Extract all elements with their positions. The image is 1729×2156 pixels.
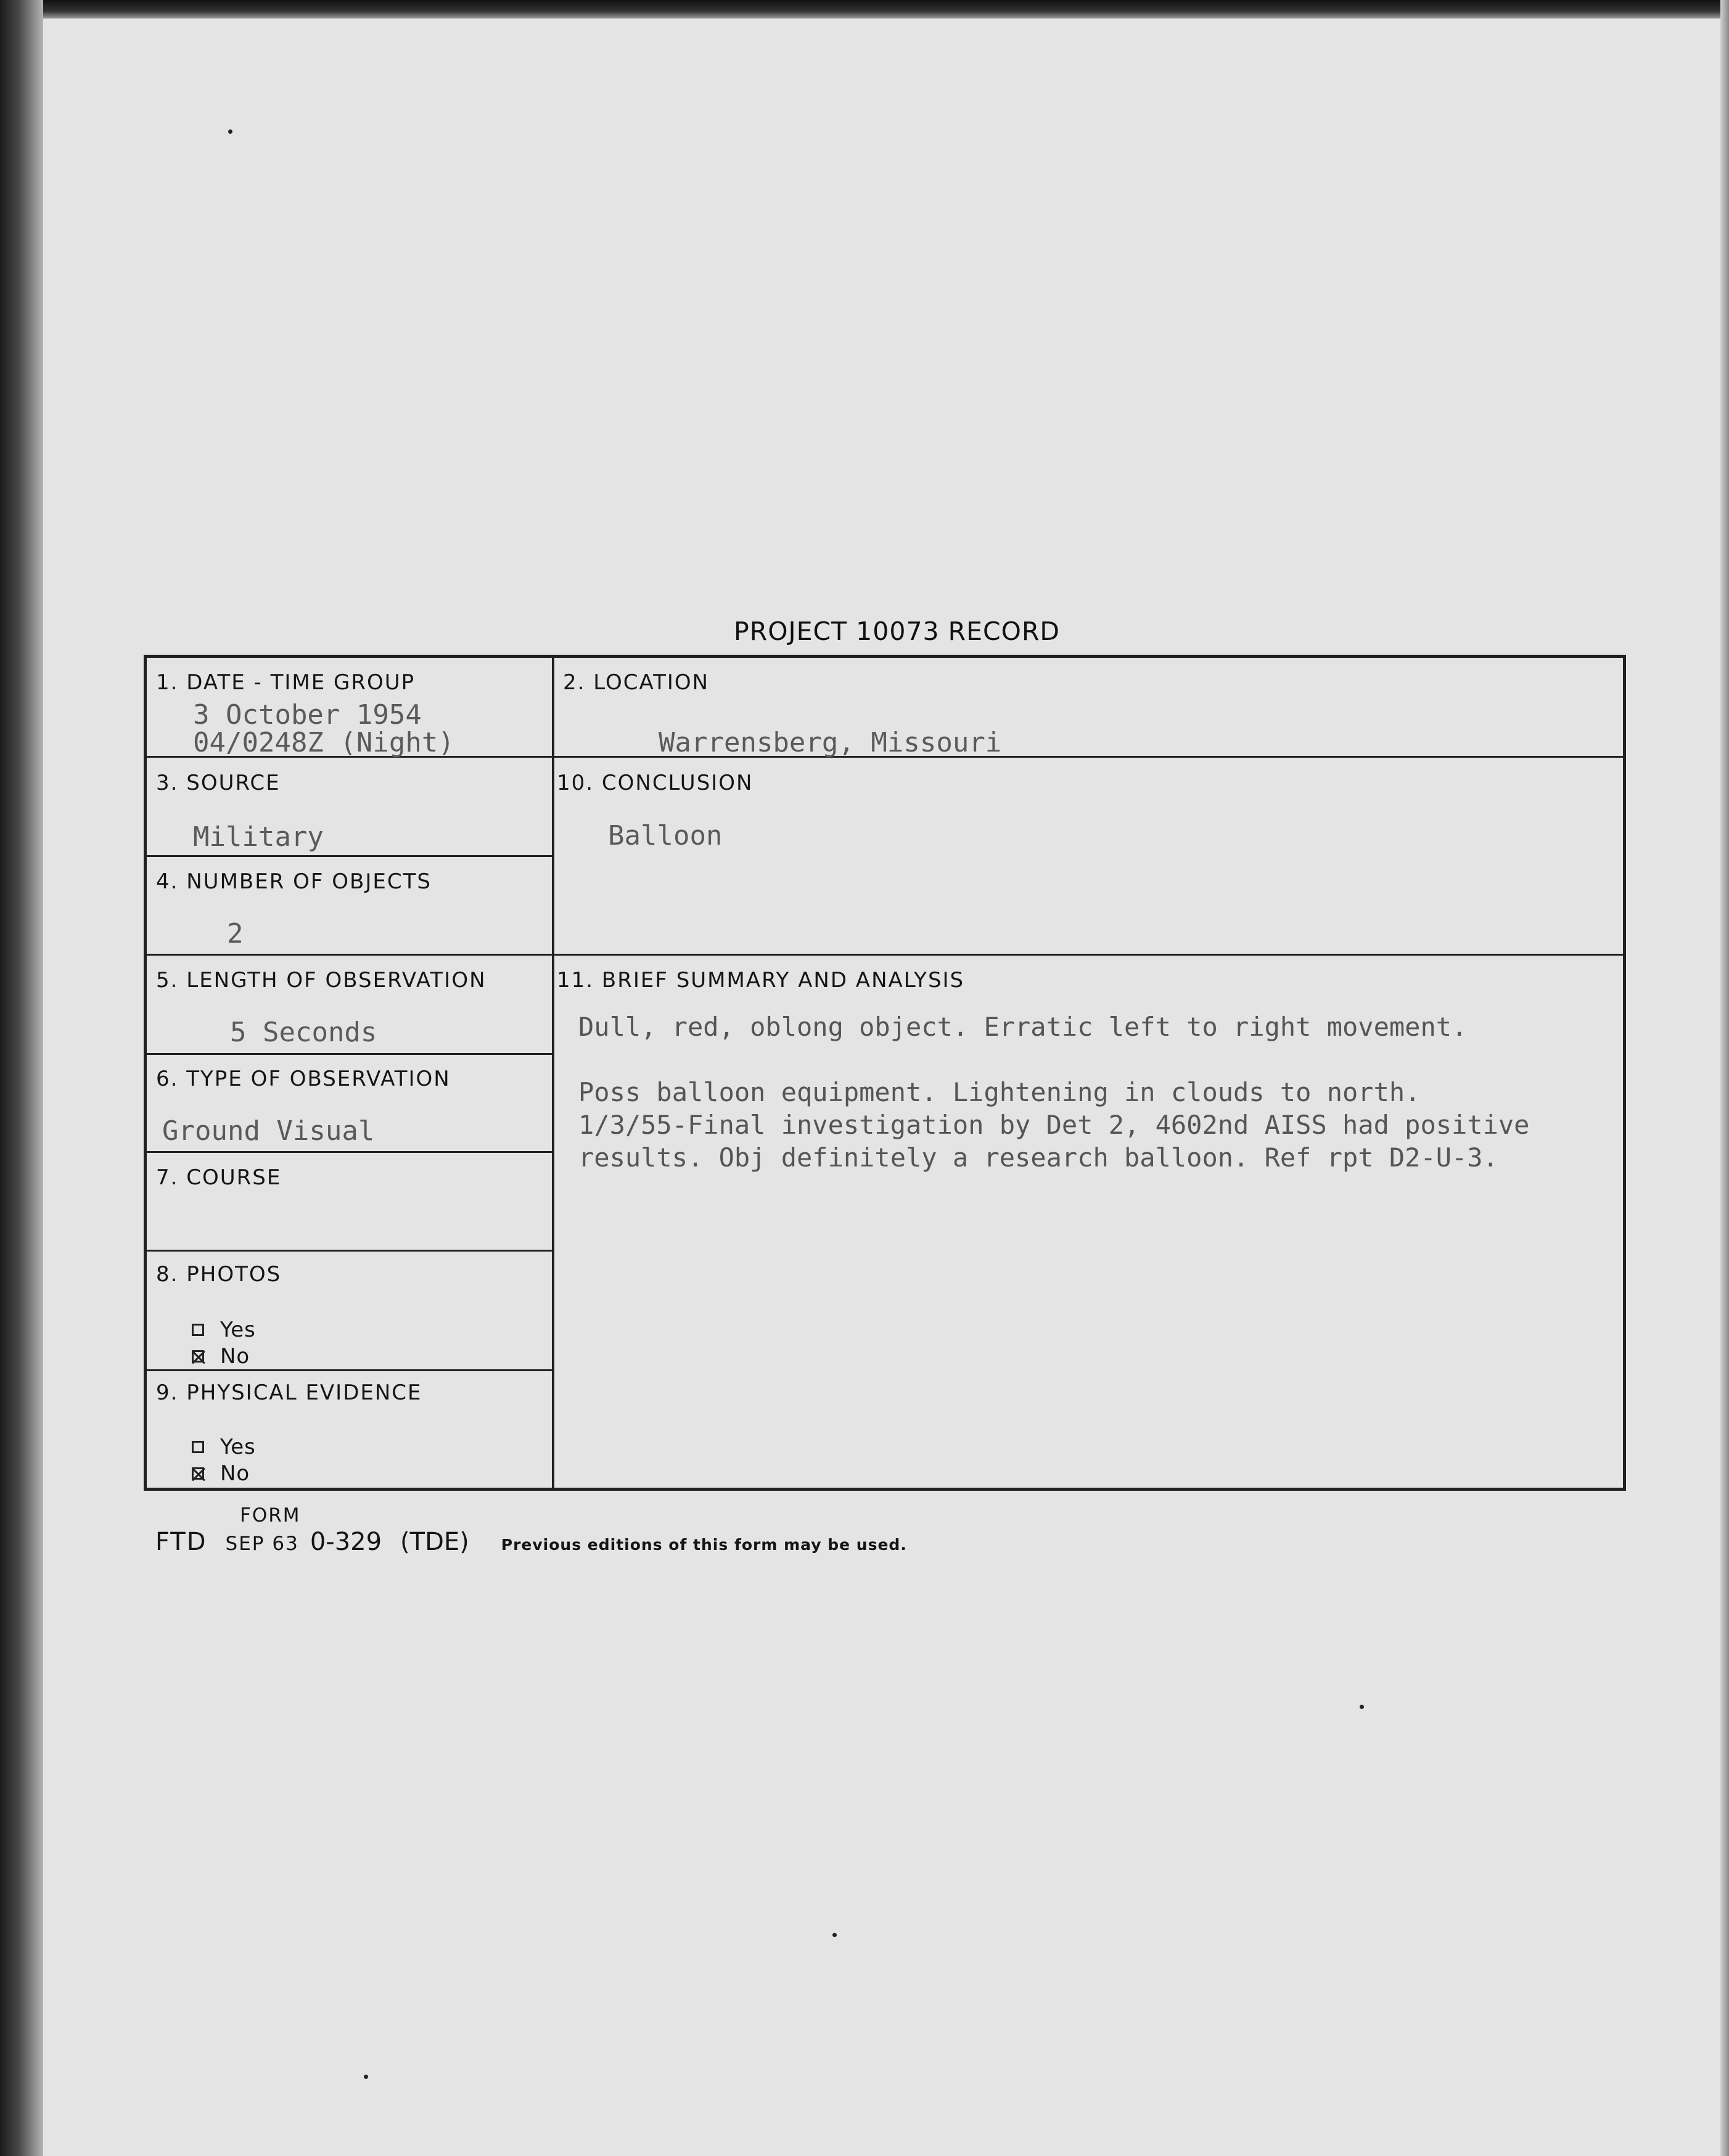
photos-no-label: No: [220, 1344, 250, 1369]
date-value: 3 October 1954: [193, 699, 422, 731]
film-speck: [228, 129, 232, 134]
physical-evidence-yes-label: Yes: [220, 1435, 256, 1459]
course-label: 7. COURSE: [156, 1165, 282, 1190]
column-divider: [552, 658, 554, 1488]
physical-evidence-no-checkbox[interactable]: [192, 1467, 204, 1480]
physical-evidence-no-option[interactable]: [192, 1461, 250, 1486]
summary-line: Dull, red, oblong object. Erratic left to right movement.: [578, 1012, 1468, 1042]
summary-text: [578, 1010, 1529, 1174]
film-speck: [832, 1933, 837, 1937]
photos-yes-label: Yes: [220, 1318, 256, 1342]
summary-label: 11. BRIEF SUMMARY AND ANALYSIS: [557, 968, 965, 993]
footer-form-number: 0-329: [310, 1528, 382, 1556]
physical-evidence-yes-option[interactable]: [192, 1435, 256, 1459]
time-value: 04/0248Z (Night): [193, 727, 454, 758]
film-edge-top: [0, 0, 1729, 18]
row-divider: [147, 855, 552, 857]
physical-evidence-no-label: No: [220, 1461, 250, 1486]
source-value: Military: [193, 821, 324, 853]
footer-suffix: (TDE): [400, 1528, 469, 1556]
footer-form-word: FORM: [240, 1504, 301, 1527]
summary-line: Poss balloon equipment. Lightening in clouds to north.: [578, 1077, 1421, 1107]
conclusion-value: Balloon: [608, 820, 723, 851]
photos-yes-checkbox[interactable]: [192, 1324, 204, 1336]
type-of-observation-label: 6. TYPE OF OBSERVATION: [156, 1067, 451, 1091]
physical-evidence-label: 9. PHYSICAL EVIDENCE: [156, 1380, 422, 1405]
footer-date: SEP 63: [225, 1533, 299, 1555]
row-divider: [147, 1053, 552, 1055]
summary-line: [578, 1043, 1529, 1076]
physical-evidence-yes-checkbox[interactable]: [192, 1441, 204, 1453]
source-label: 3. SOURCE: [156, 771, 281, 795]
date-time-label: 1. DATE - TIME GROUP: [156, 670, 416, 695]
footer-agency: FTD: [155, 1528, 207, 1556]
location-value: Warrensberg, Missouri: [659, 727, 1002, 758]
photos-label: 8. PHOTOS: [156, 1262, 282, 1287]
length-of-observation-value: 5 Seconds: [230, 1017, 377, 1048]
record-form: [144, 655, 1626, 1491]
summary-line: results. Obj definitely a research balloon. Ref rpt D2-U-3.: [578, 1142, 1498, 1173]
form-title: PROJECT 10073 RECORD: [734, 617, 1060, 646]
number-of-objects-label: 4. NUMBER OF OBJECTS: [156, 869, 432, 894]
footer-note: Previous editions of this form may be used.: [501, 1536, 907, 1554]
film-edge-left: [0, 0, 43, 2156]
length-of-observation-label: 5. LENGTH OF OBSERVATION: [156, 968, 487, 993]
photos-no-checkbox[interactable]: [192, 1350, 204, 1363]
type-of-observation-value: Ground Visual: [162, 1115, 375, 1147]
location-label: 2. LOCATION: [563, 670, 710, 695]
summary-line: 1/3/55-Final investigation by Det 2, 4602nd AISS had positive: [578, 1110, 1530, 1140]
film-speck: [1360, 1705, 1364, 1709]
photos-no-option[interactable]: [192, 1344, 250, 1369]
film-speck: [364, 2075, 368, 2079]
film-edge-right: [1720, 0, 1729, 2156]
footer-line: [155, 1528, 907, 1556]
conclusion-label: 10. CONCLUSION: [557, 771, 754, 795]
photos-yes-option[interactable]: [192, 1318, 256, 1342]
row-divider: [147, 954, 1623, 956]
row-divider: [147, 1151, 552, 1153]
row-divider: [147, 1369, 552, 1371]
number-of-objects-value: 2: [227, 918, 244, 949]
row-divider: [147, 1250, 552, 1252]
